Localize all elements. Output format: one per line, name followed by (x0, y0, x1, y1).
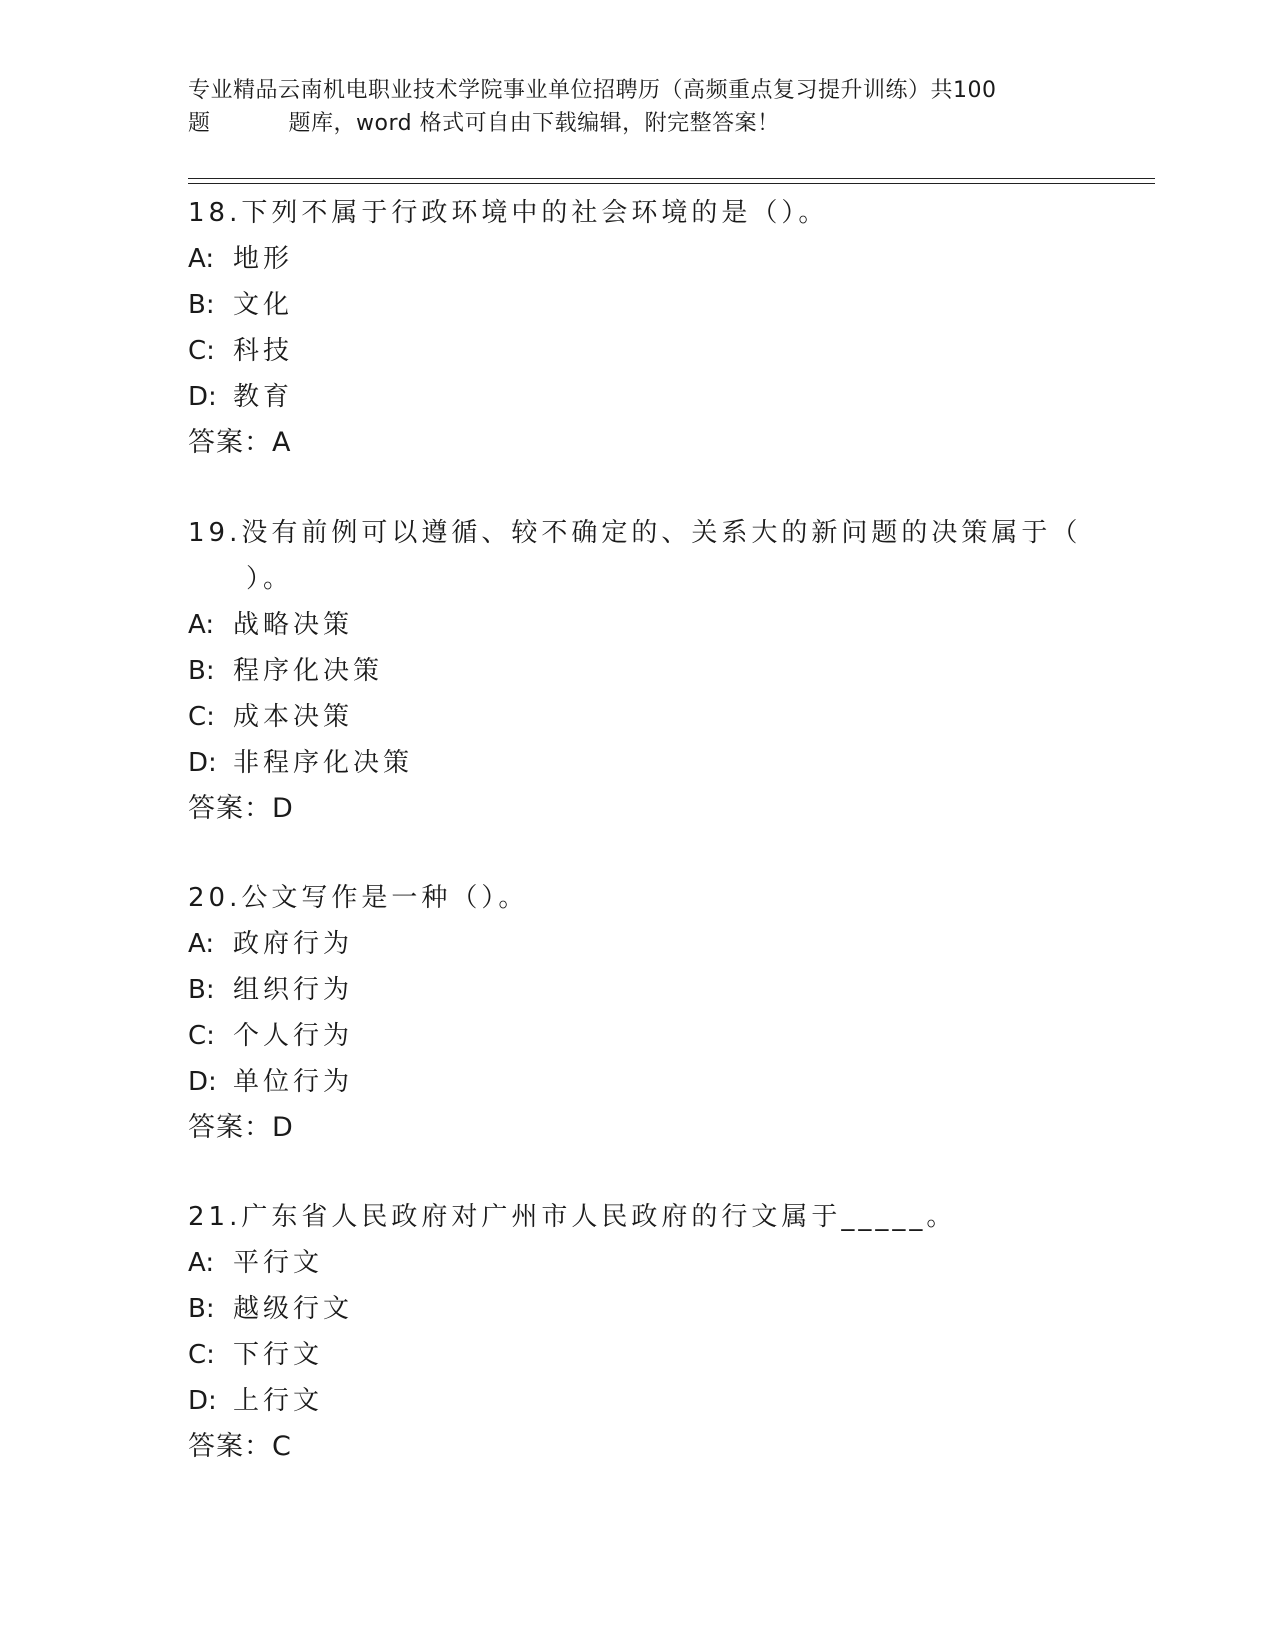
option-letter: D: (188, 1386, 217, 1416)
option-text: 下行文 (233, 1340, 324, 1370)
option-text: 文化 (233, 290, 294, 320)
option-text: 非程序化决策 (233, 748, 414, 778)
option-letter: B: (188, 1294, 215, 1324)
question-20 (188, 875, 1088, 1151)
question-stem: 18.下列不属于行政环境中的社会环境的是（）。 (188, 198, 829, 228)
option-text: 程序化决策 (233, 656, 384, 686)
option-b (188, 648, 1088, 694)
option-d (188, 1059, 1088, 1105)
question-stem: 19.没有前例可以遵循、较不确定的、关系大的新问题的决策属于（ (188, 518, 1082, 548)
question-19 (188, 510, 1088, 832)
question-stem-continued: ）。 (246, 564, 294, 594)
header-title-line2-end: 题库，word 格式可自由下载编辑，附完整答案！ (288, 111, 780, 136)
option-text: 科技 (233, 336, 294, 366)
option-letter: C: (188, 702, 215, 732)
option-text: 战略决策 (233, 610, 354, 640)
option-letter: B: (188, 290, 215, 320)
option-d (188, 740, 1088, 786)
option-letter: D: (188, 748, 217, 778)
option-text: 地形 (233, 244, 294, 274)
option-letter: D: (188, 1067, 217, 1097)
option-b (188, 282, 1088, 328)
header-divider-top (188, 178, 1155, 179)
option-text: 成本决策 (233, 702, 354, 732)
option-a (188, 236, 1088, 282)
header-divider-bottom (188, 183, 1155, 184)
question-stem: 21.广东省人民政府对广州市人民政府的行文属于_____。 (188, 1202, 957, 1232)
option-letter: A: (188, 1248, 215, 1278)
answer-line: 答案：D (188, 793, 294, 824)
question-stem: 20.公文写作是一种（）。 (188, 883, 529, 913)
option-d (188, 374, 1088, 420)
option-b (188, 1286, 1088, 1332)
question-18 (188, 190, 1088, 466)
answer-line: 答案：A (188, 427, 292, 458)
option-c (188, 328, 1088, 374)
option-letter: C: (188, 1340, 215, 1370)
option-a (188, 1240, 1088, 1286)
answer-line: 答案：C (188, 1431, 292, 1462)
question-21 (188, 1194, 1088, 1470)
header-title-line2-start: 题 (188, 111, 211, 136)
option-c (188, 1013, 1088, 1059)
answer-line: 答案：D (188, 1112, 294, 1143)
option-letter: A: (188, 244, 215, 274)
option-text: 上行文 (233, 1386, 324, 1416)
option-letter: A: (188, 610, 215, 640)
option-c (188, 694, 1088, 740)
option-letter: C: (188, 336, 215, 366)
header-title-line1: 专业精品云南机电职业技术学院事业单位招聘历（高频重点复习提升训练）共100 (188, 78, 997, 103)
option-c (188, 1332, 1088, 1378)
option-b (188, 967, 1088, 1013)
document-header (188, 74, 1088, 140)
option-letter: C: (188, 1021, 215, 1051)
option-d (188, 1378, 1088, 1424)
option-text: 平行文 (233, 1248, 324, 1278)
option-text: 组织行为 (233, 975, 354, 1005)
option-letter: B: (188, 656, 215, 686)
option-letter: A: (188, 929, 215, 959)
option-text: 个人行为 (233, 1021, 354, 1051)
header-title-line2 (188, 107, 1088, 140)
option-letter: D: (188, 382, 217, 412)
option-a (188, 921, 1088, 967)
option-text: 教育 (233, 382, 294, 412)
option-text: 政府行为 (233, 929, 354, 959)
option-a (188, 602, 1088, 648)
option-text: 越级行文 (233, 1294, 354, 1324)
option-text: 单位行为 (233, 1067, 354, 1097)
option-letter: B: (188, 975, 215, 1005)
